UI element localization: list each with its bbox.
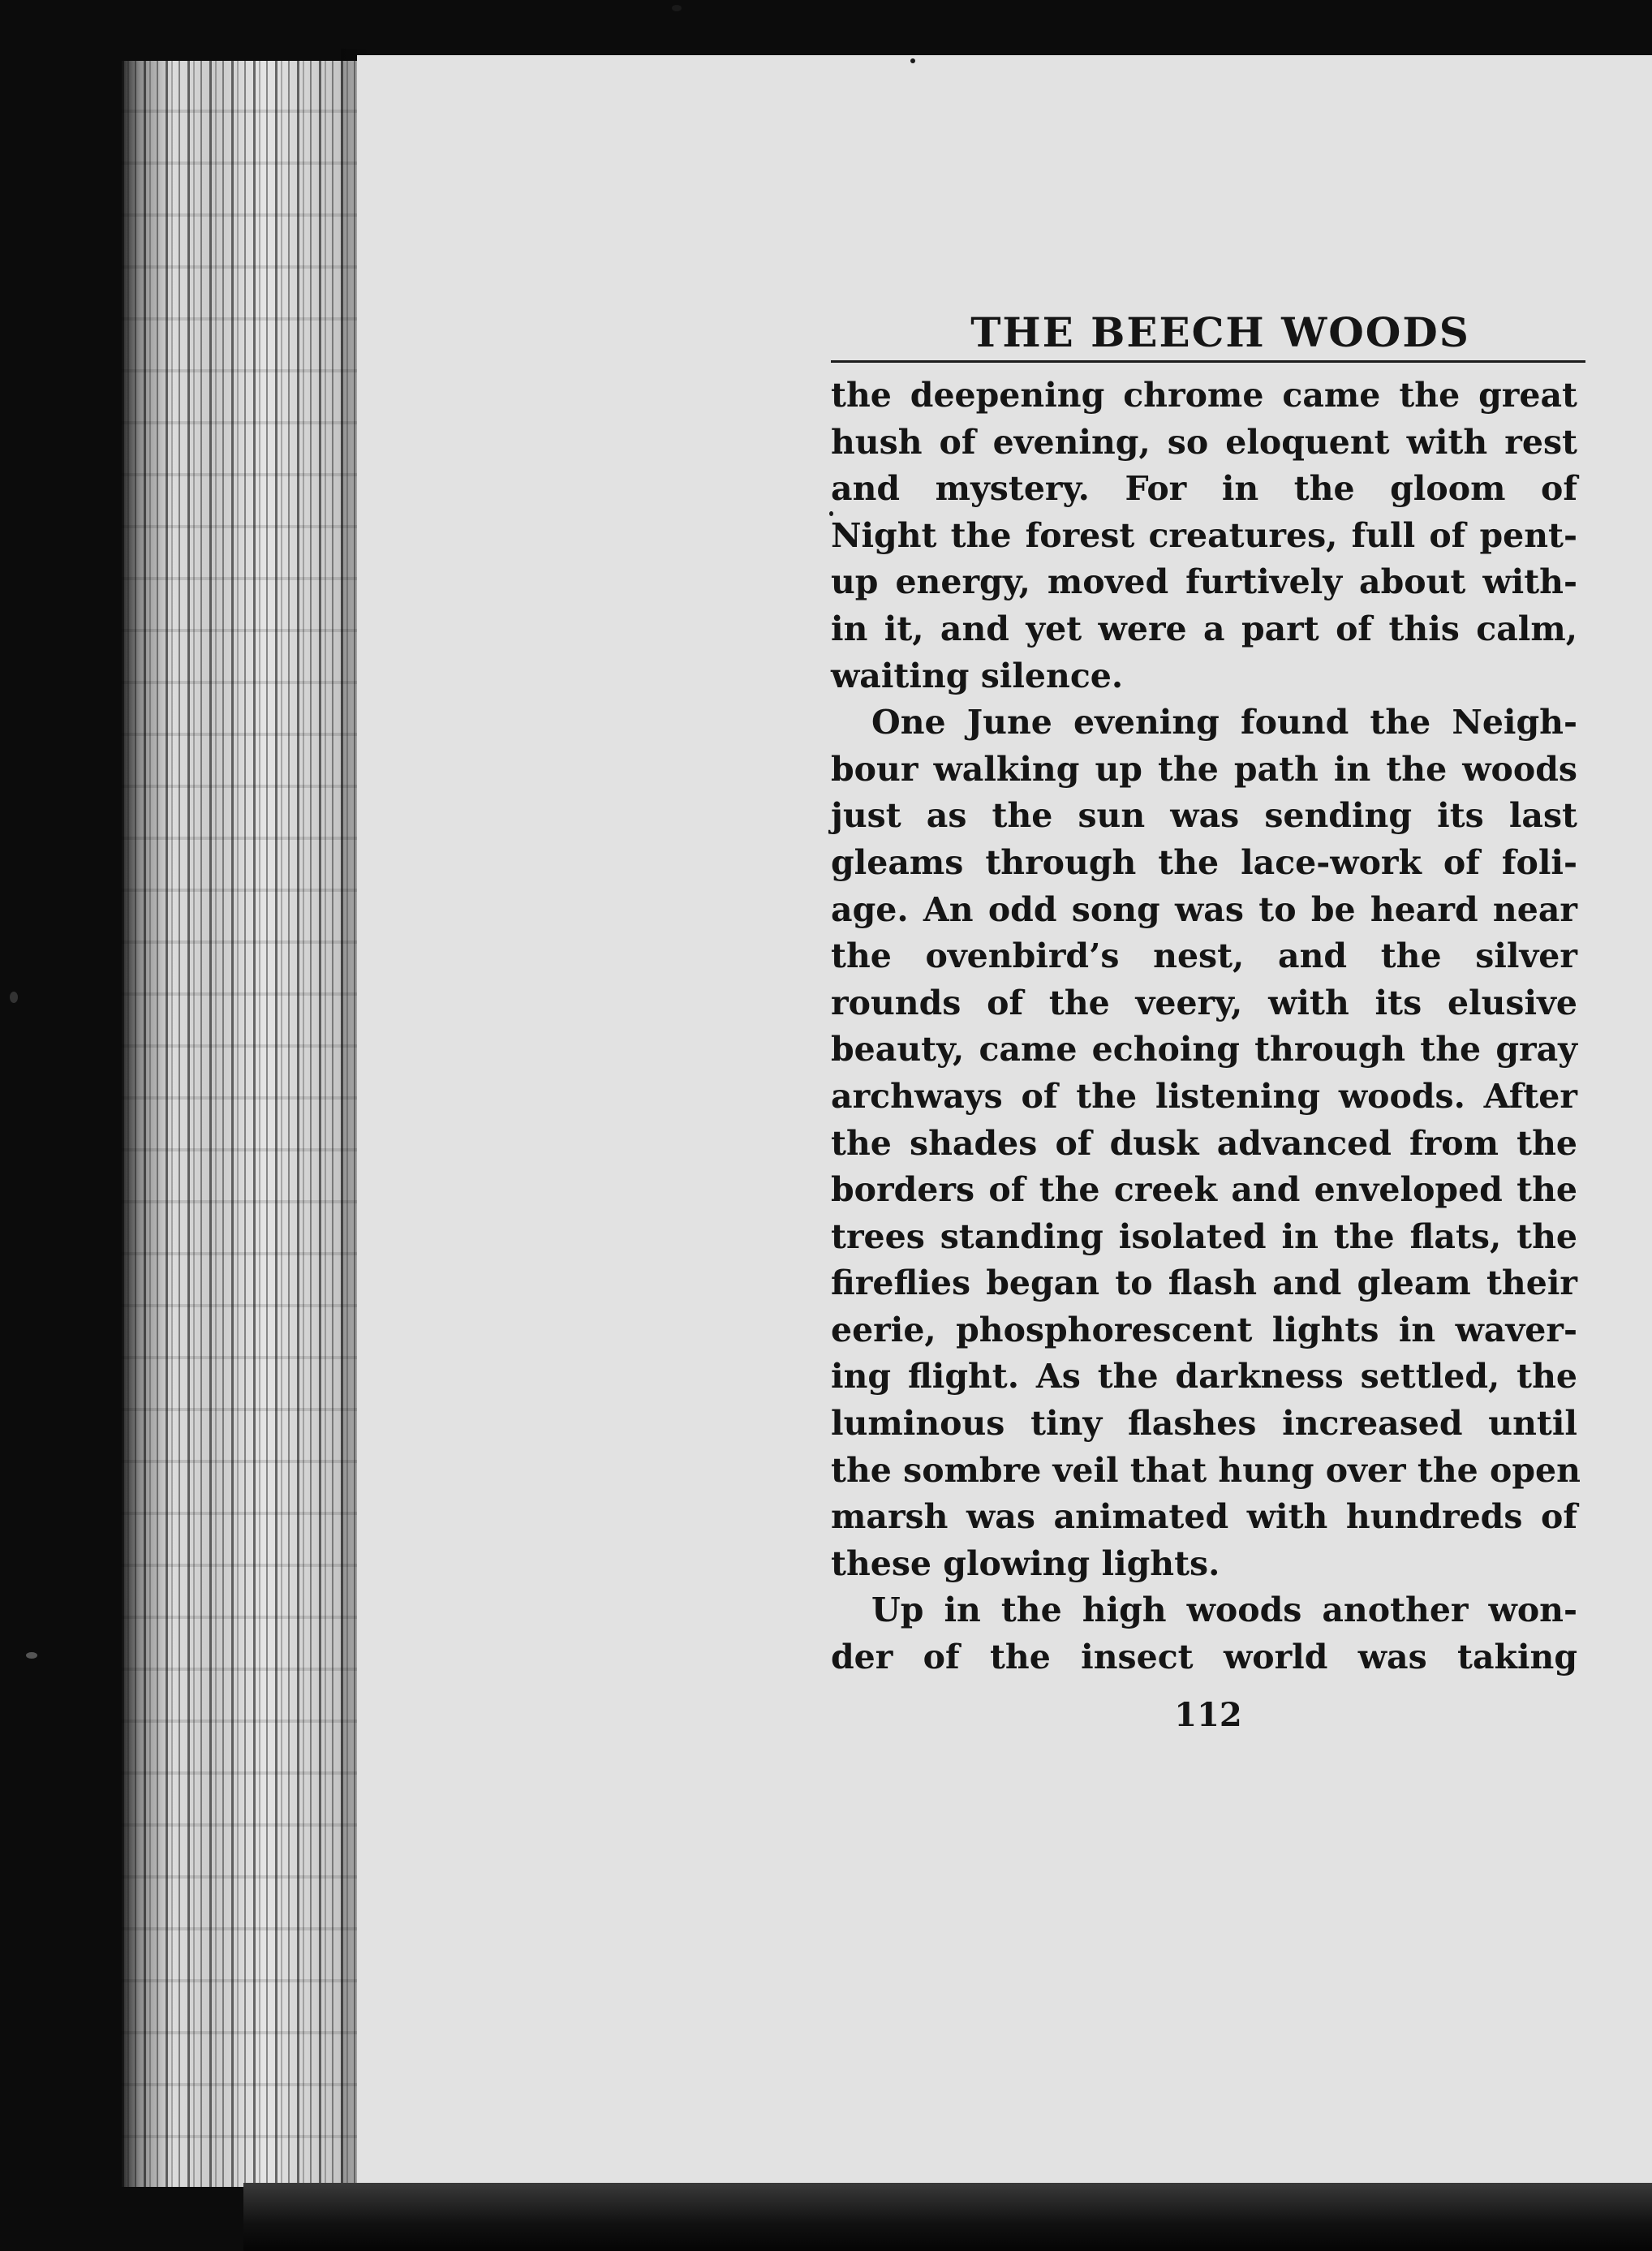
text-line: age. An odd song was to be heard near bbox=[831, 889, 1577, 929]
text-line: hush of evening, so eloquent with rest bbox=[831, 422, 1577, 462]
book-page-edges bbox=[122, 61, 357, 2187]
text-line: the sombre veil that hung over the open bbox=[831, 1450, 1581, 1490]
text-line: waiting silence. bbox=[831, 656, 1124, 695]
text-line: One June evening found the Neigh- bbox=[871, 703, 1577, 742]
text-line: fireflies began to flash and gleam their bbox=[831, 1263, 1577, 1303]
dust-speck bbox=[672, 5, 682, 11]
text-line: gleams through the lace-work of foli- bbox=[831, 842, 1577, 882]
head-rule bbox=[831, 360, 1585, 363]
text-line: rounds of the veery, with its elusive bbox=[831, 983, 1577, 1022]
running-head: THE BEECH WOODS bbox=[970, 308, 1470, 356]
text-line: der of the insect world was taking bbox=[831, 1638, 1577, 1677]
paragraph bbox=[831, 372, 1577, 699]
text-line: beauty, came echoing through the gray bbox=[831, 1030, 1577, 1070]
text-line: and mystery. For in the gloom of bbox=[831, 469, 1577, 509]
text-line: marsh was animated with hundreds of bbox=[831, 1497, 1577, 1537]
text-line: the shades of dusk advanced from the bbox=[831, 1123, 1577, 1163]
dust-speck bbox=[910, 58, 915, 63]
body-text bbox=[831, 372, 1581, 1681]
paragraph bbox=[831, 1587, 1577, 1681]
page-text-block bbox=[831, 308, 1581, 1738]
text-line: the deepening chrome came the great bbox=[831, 376, 1577, 415]
text-line: borders of the creek and enveloped the bbox=[831, 1170, 1577, 1210]
text-line: the ovenbird’s nest, and the silver bbox=[831, 936, 1577, 976]
text-line: Night the forest creatures, full of pent- bbox=[831, 515, 1577, 555]
page-number: 112 bbox=[1174, 1695, 1242, 1734]
text-line: these glowing lights. bbox=[831, 1543, 1220, 1583]
text-line: Up in the high woods another won- bbox=[871, 1590, 1577, 1630]
text-line: eerie, phosphorescent lights in waver- bbox=[831, 1310, 1577, 1349]
dust-speck bbox=[10, 992, 18, 1003]
text-line: luminous tiny flashes increased until bbox=[831, 1404, 1577, 1444]
dust-speck bbox=[26, 1652, 37, 1659]
text-line: archways of the listening woods. After bbox=[831, 1076, 1577, 1116]
text-line: just as the sun was sending its last bbox=[831, 796, 1577, 836]
text-line: bour walking up the path in the woods bbox=[831, 749, 1577, 789]
text-line: in it, and yet were a part of this calm, bbox=[831, 609, 1577, 648]
text-line: trees standing isolated in the flats, the bbox=[831, 1216, 1577, 1256]
paragraph bbox=[831, 699, 1581, 1587]
book-bottom-edge bbox=[243, 2183, 1652, 2251]
text-line: up energy, moved furtively about with- bbox=[831, 562, 1577, 602]
text-line: ing flight. As the darkness settled, the bbox=[831, 1357, 1577, 1397]
